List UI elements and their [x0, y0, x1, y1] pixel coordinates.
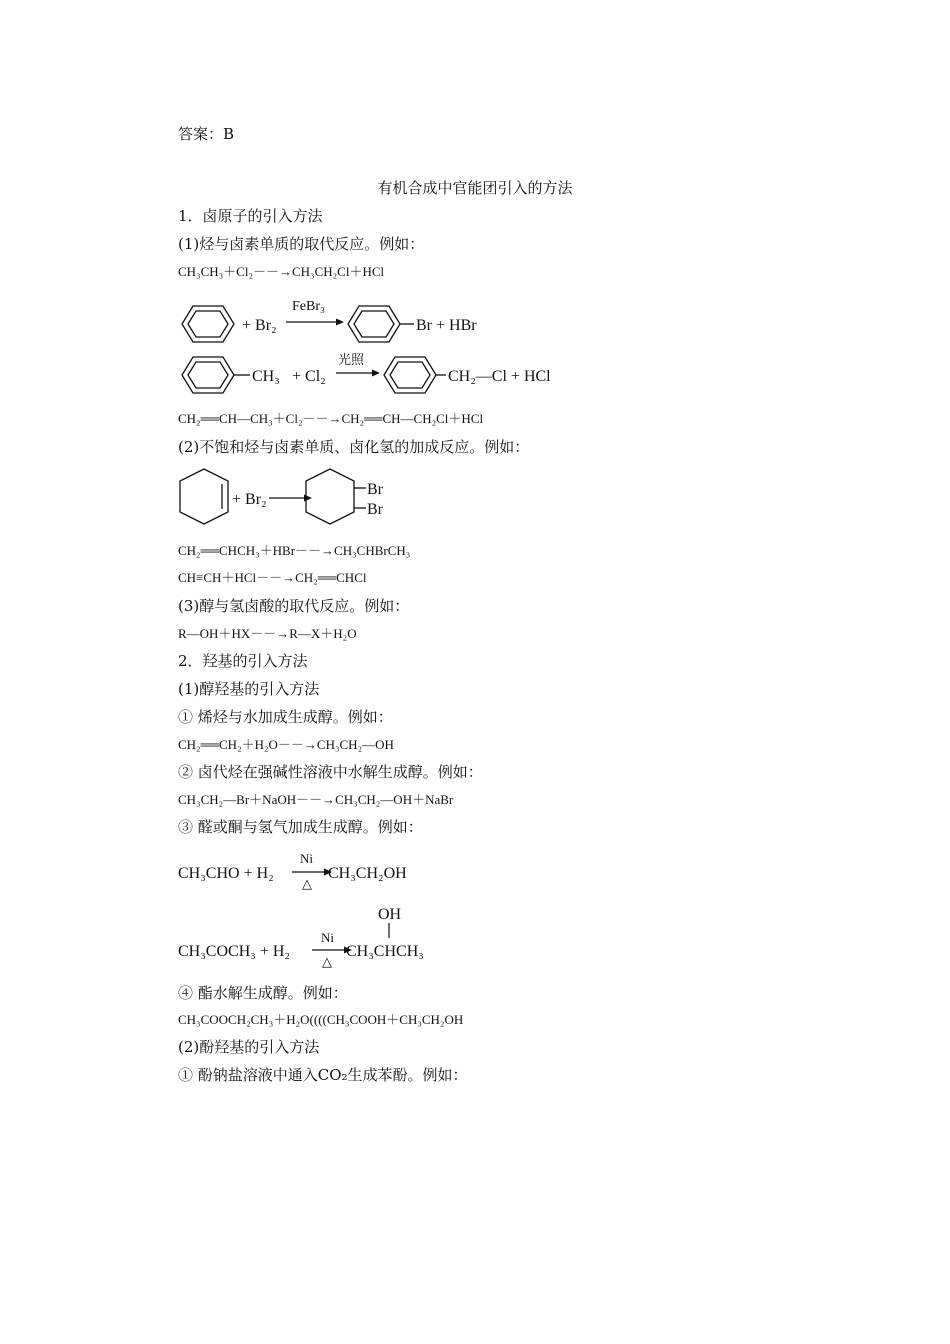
equation-propene-hbr: CH₂══CHCH₃＋HBr－－→CH₃CHBrCH₃ [178, 543, 411, 558]
acetone-hydrogenation-reaction [176, 902, 456, 974]
benzene-ring-icon [182, 357, 234, 393]
item-ester-hydrolysis: ④ 酯水解生成醇。例如： [178, 984, 348, 1002]
reagent-cl2: + Cl₂ [292, 368, 326, 385]
acetaldehyde-hydrogenation-reaction [176, 848, 436, 894]
answer-line: 答案：B [178, 125, 235, 143]
equation-ester-hydrolysis: CH₃COOCH₂CH₃＋H₂O((((CH₃COOH＋CH₃CH₂OH [178, 1012, 464, 1027]
product-bromobenzene: Br + HBr [416, 317, 477, 334]
para-substitution: (1)烃与卤素单质的取代反应。例如： [178, 235, 425, 253]
product-br-bottom: Br [367, 501, 383, 518]
para-alcohol-hydroxyl: (1)醇羟基的引入方法 [178, 680, 320, 698]
item-phenoxide-co2: ① 酚钠盐溶液中通入CO₂生成苯酚。例如： [178, 1066, 468, 1084]
reagent-br2: + Br₂ [242, 317, 277, 334]
cyclohexene-ring-icon [180, 469, 228, 524]
arrow-head [304, 495, 312, 502]
heading-hydroxyl: 2．羟基的引入方法 [178, 652, 308, 670]
equation-propene-chlorination: CH₂══CH—CH₃＋Cl₂－－→CH₂══CH—CH₂Cl＋HCl [178, 411, 484, 426]
equation-alcohol-hx: R—OH＋HX－－→R—X＋H₂O [178, 626, 357, 641]
benzene-bromination-reaction [176, 295, 506, 353]
benzene-ring-icon [348, 306, 400, 342]
benzene-ring-icon [384, 357, 436, 393]
product-benzyl-chloride: CH₂—Cl + HCl [448, 368, 551, 385]
product-ethanol: CH₃CH₂OH [328, 865, 407, 882]
para-phenol-hydroxyl: (2)酚羟基的引入方法 [178, 1038, 320, 1056]
section-title: 有机合成中官能团引入的方法 [377, 179, 573, 197]
item-alkene-hydration: ① 烯烃与水加成生成醇。例如： [178, 708, 393, 726]
condition-light: 光照 [338, 353, 365, 368]
reactants-ketone: CH₃COCH₃ + H₂ [178, 943, 290, 960]
equation-acetylene-hcl: CH≡CH＋HCl－－→CH₂══CHCl [178, 570, 367, 585]
item-halide-hydrolysis: ② 卤代烃在强碱性溶液中水解生成醇。例如： [178, 763, 483, 781]
cyclohexane-ring-icon [306, 469, 354, 524]
arrow-head [336, 319, 344, 326]
catalyst-ni: Ni [300, 851, 313, 866]
para-addition: (2)不饱和烃与卤素单质、卤化氢的加成反应。例如： [178, 438, 530, 456]
heat-symbol: △ [322, 955, 332, 970]
benzene-ring-icon [182, 306, 234, 342]
arrow-head [372, 370, 380, 377]
cyclohexene-bromination-reaction [176, 468, 396, 528]
equation-ethane-chlorination: CH₃CH₃＋Cl₂－－→CH₃CH₂Cl＋HCl [178, 264, 385, 279]
product-br-top: Br [367, 481, 383, 498]
reactants-aldehyde: CH₃CHO + H₂ [178, 865, 274, 882]
hydroxyl-group: OH [378, 906, 402, 923]
reagent-br2: + Br₂ [232, 491, 267, 508]
equation-bromoethane-hydrolysis: CH₃CH₂—Br＋NaOH－－→CH₃CH₂—OH＋NaBr [178, 792, 454, 807]
equation-ethylene-hydration: CH₂══CH₂＋H₂O－－→CH₃CH₂—OH [178, 737, 394, 752]
catalyst-febr3: FeBr₃ [292, 299, 325, 314]
product-isopropanol: CH₃CHCH₃ [346, 943, 424, 960]
heading-halogen: 1．卤原子的引入方法 [178, 207, 323, 225]
item-carbonyl-reduction: ③ 醛或酮与氢气加成生成醇。例如： [178, 818, 423, 836]
toluene-chlorination-reaction [176, 346, 576, 404]
methyl-group: CH₃ [252, 368, 280, 385]
para-alcohol-halide: (3)醇与氢卤酸的取代反应。例如： [178, 597, 410, 615]
catalyst-ni: Ni [321, 930, 334, 945]
heat-symbol: △ [302, 877, 312, 892]
